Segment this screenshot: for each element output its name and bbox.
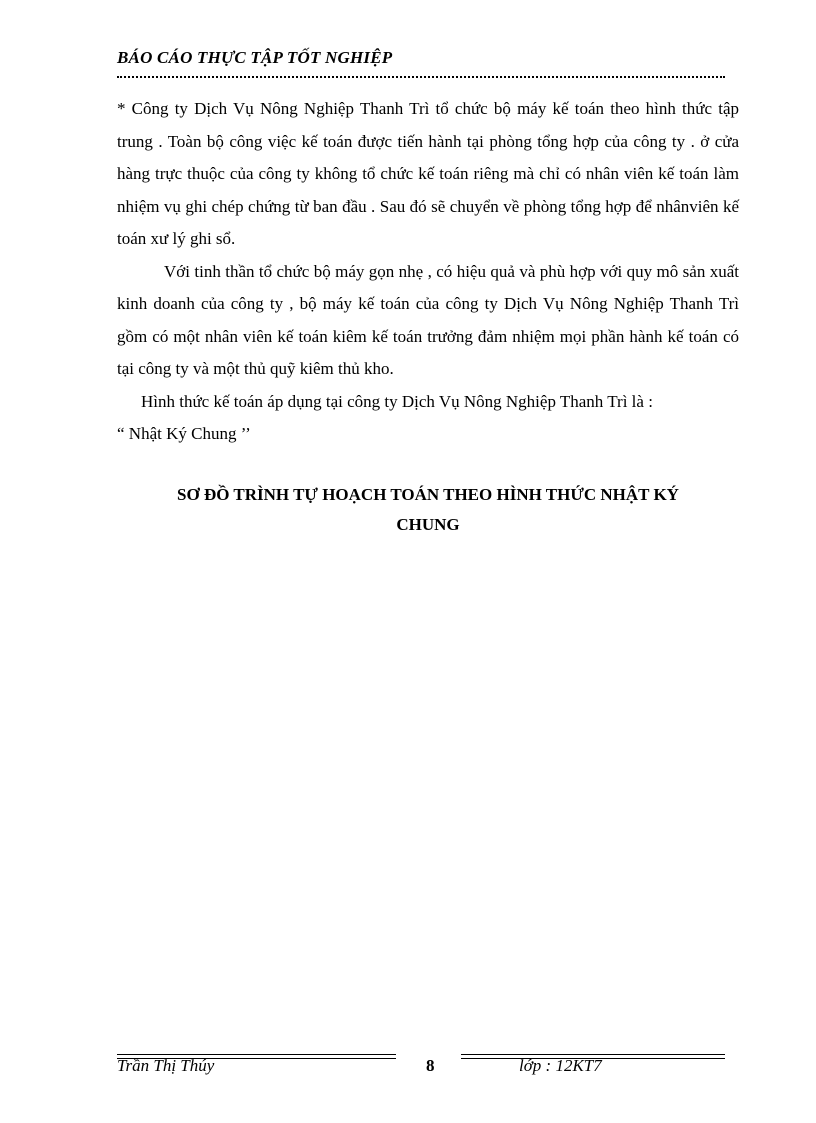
- header-dotted-rule: [117, 76, 725, 78]
- section-heading-line2: CHUNG: [396, 515, 460, 534]
- paragraph-journal-name: “ Nhật Ký Chung ’’: [117, 424, 251, 443]
- paragraph-accounting-form: Hình thức kế toán áp dụng tại công ty Dịch Vụ Nông Nghiệp Thanh Trì là :: [141, 391, 653, 411]
- paragraph-organization: * Công ty Dịch Vụ Nông Nghiệp Thanh Trì tổ chức bộ máy kế toán theo hình thức tập trung . Toàn bộ công việc kế toán được tiến hành tại phòng tổng hợp của công ty . ở cửa hàng trực thuộc của công ty không tổ chức kế toán riêng mà chỉ có nhân viên kế toán làm nhiệm vụ ghi chép chứng từ ban đầu . Sau đó sẽ chuyển về phòng tổng hợp để nhânviên kế toán xư lý ghi sổ.: [117, 99, 739, 248]
- page-number: 8: [426, 1056, 435, 1075]
- footer-class-label: lớp : 12KT7: [519, 1056, 602, 1075]
- body-text: [117, 93, 739, 451]
- footer-author: Trần Thị Thúy: [117, 1056, 215, 1075]
- report-title: BÁO CÁO THỰC TẬP TỐT NGHIỆP: [117, 48, 393, 67]
- section-heading-line1: SƠ ĐỒ TRÌNH TỰ HOẠCH TOÁN THEO HÌNH THỨC NHẬT KÝ: [177, 485, 679, 504]
- section-heading: [117, 480, 739, 540]
- paragraph-accounting-staff: Với tinh thần tổ chức bộ máy gọn nhẹ , có hiệu quả và phù hợp với quy mô sản xuất kinh doanh của công ty , bộ máy kế toán của công ty Dịch Vụ Nông Nghiệp Thanh Trì gồm có một nhân viên kế toán kiêm kế toán trưởng đảm nhiệm mọi phần hành kế toán có tại công ty và một thủ quỹ kiêm thủ kho.: [117, 261, 739, 378]
